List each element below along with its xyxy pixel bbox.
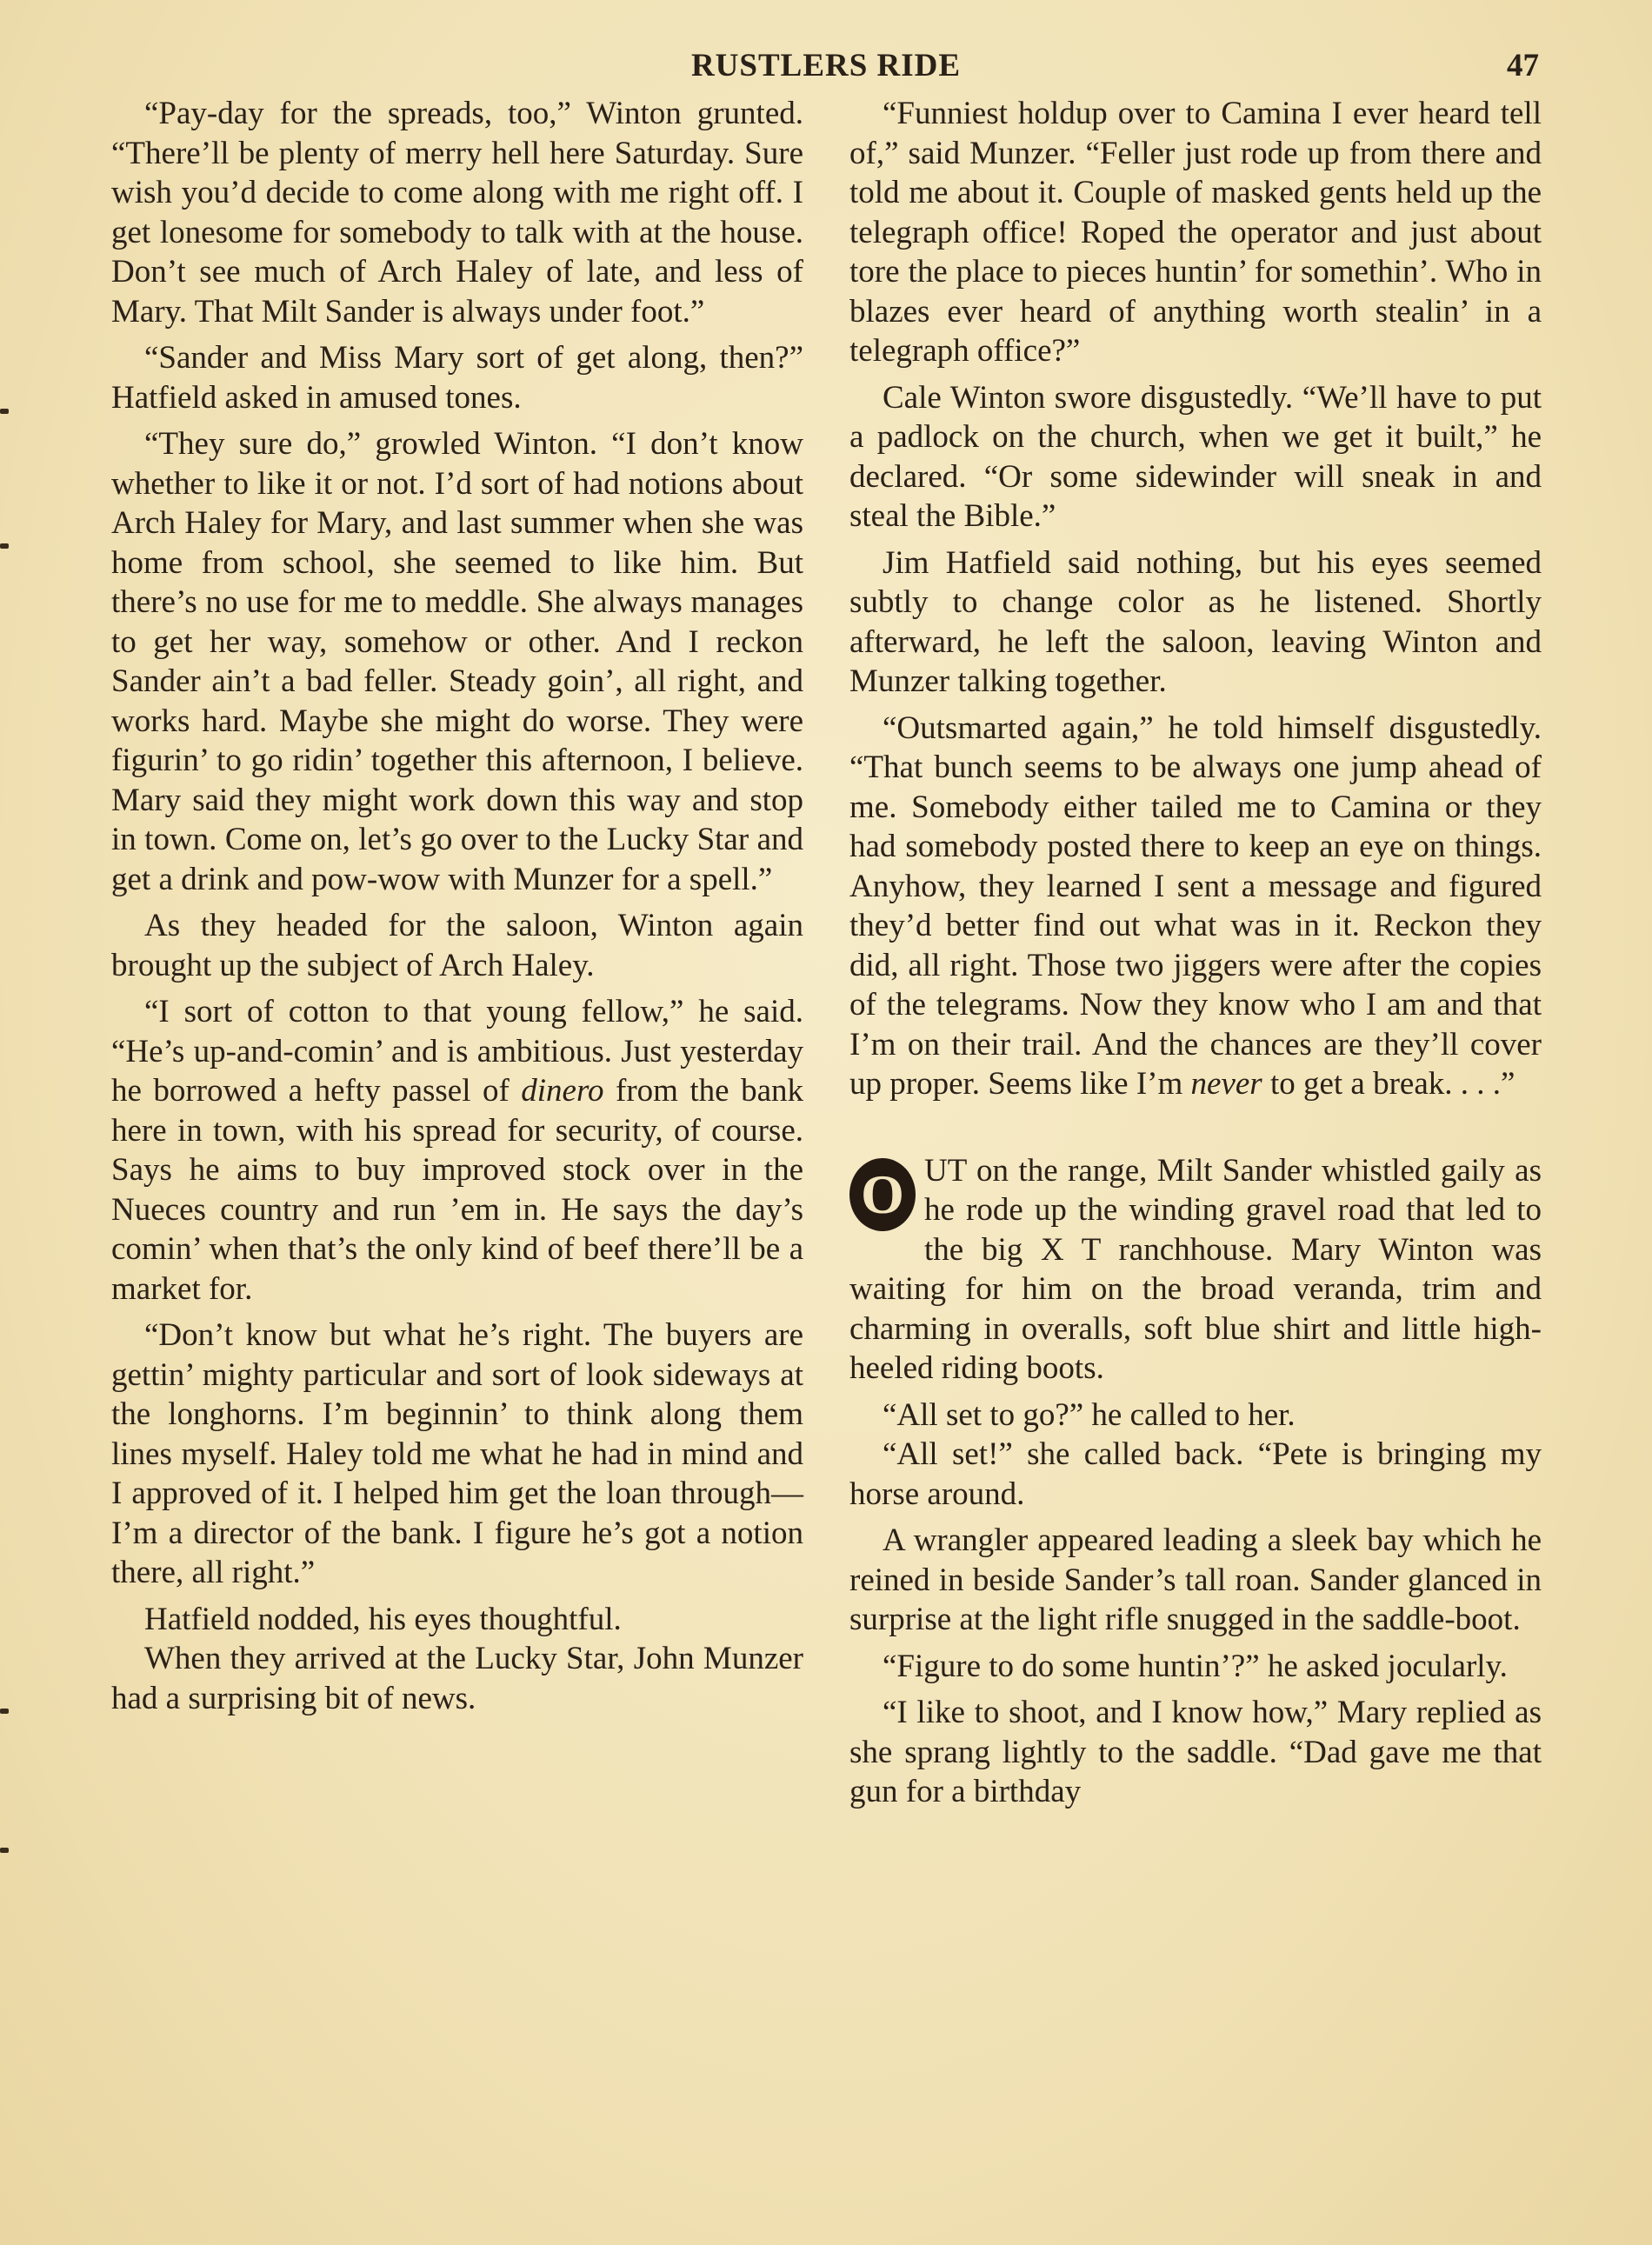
- binding-mark: [0, 543, 9, 549]
- page-number: 47: [1507, 48, 1539, 83]
- right-column: [849, 94, 1542, 1819]
- paragraph: “Sander and Miss Mary sort of get along, then?” Hatfield asked in amused tones.: [111, 340, 803, 416]
- paragraph: “Don’t know but what he’s right. The buyers are gettin’ mighty particular and sort of look sideways at the longhorns. I’m beginnin’ to think along them lines myself. Haley told me what he had in mind and I approved of it. I helped him get the loan through—I’m a director of the bank. I figure he’s got a notion there, all right.”: [111, 1317, 803, 1590]
- paragraph: Cale Winton swore disgustedly. “We’ll have to put a padlock on the church, when we get it built,” he declared. “Or some sidewinder will sneak in and steal the Bible.”: [849, 379, 1542, 534]
- text-run: “I sort of cotton to that young fellow,” he said. “He’s up-and-comin’ and is ambitious. Just yesterday he borrowed a hefty passel of: [111, 994, 803, 1109]
- text-run: to get a break. . . .”: [1262, 1066, 1515, 1102]
- paragraph: “All set to go?” he called to her.: [883, 1396, 1296, 1433]
- paragraph: “Pay-day for the spreads, too,” Winton grunted. “There’ll be plenty of merry hell here Saturday. Sure wish you’d decide to come along with me right off. I get lonesome for somebody to talk with at the house. Don’t see much of Arch Haley of late, and less of Mary. That Milt Sander is always under foot.”: [111, 96, 803, 330]
- text-run: UT on the range, Milt Sander whistled gaily as he rode up the winding gravel road that led to the big X T ranchhouse. Mary Winton was waiting for him on the broad veranda, trim and charming in overalls, soft blue shirt and little high-heeled riding boots.: [849, 1152, 1542, 1386]
- drop-cap: O: [849, 1158, 916, 1231]
- paragraph: [111, 992, 803, 1309]
- paragraph: A wrangler appeared leading a sleek bay which he reined in beside Sander’s tall roan. Sander glanced in surprise at the light rifle snugged in the saddle-boot.: [849, 1522, 1542, 1637]
- paragraph: When they arrived at the Lucky Star, John Munzer had a surprising bit of news.: [111, 1641, 803, 1716]
- paragraph: [849, 1151, 1542, 1389]
- paragraph: Hatfield nodded, his eyes thoughtful.: [144, 1601, 622, 1637]
- binding-mark: [0, 409, 9, 414]
- italic-word: never: [1190, 1066, 1262, 1102]
- paragraph: “Figure to do some huntin’?” he asked jocularly.: [883, 1648, 1508, 1684]
- paragraph: “All set!” she called back. “Pete is bringing my horse around.: [849, 1436, 1542, 1512]
- italic-word: dinero: [521, 1073, 604, 1109]
- left-column: [111, 94, 803, 1725]
- paragraph: “I like to shoot, and I know how,” Mary replied as she sprang lightly to the saddle. “Dad gave me that gun for a birthday: [849, 1695, 1542, 1809]
- text-run: “Outsmarted again,” he told himself disgustedly. “That bunch seems to be always one jump ahead of me. Somebody either tailed me to Camina or they had somebody posted there to keep an eye on things. Anyhow, they learned I sent a message and figured they’d better find out what was in it. Reckon they did, all right. Those two jiggers were after the copies of the telegrams. Now they know who I am and that I’m on their trail. And the chances are they’ll cover up proper. Seems like I’m: [849, 709, 1542, 1102]
- section-break: [849, 1111, 1542, 1151]
- paragraph: Jim Hatfield said nothing, but his eyes seemed subtly to change color as he listened. Shortly afterward, he left the saloon, leaving Winton and Munzer talking together.: [849, 544, 1542, 699]
- paragraph: “They sure do,” growled Winton. “I don’t know whether to like it or not. I’d sort of had notions about Arch Haley for Mary, and last summer when she was home from school, she seemed to like him. But there’s no use for me to meddle. She always manages to get her way, somehow or other. And I reckon Sander ain’t a bad feller. Steady goin’, all right, and works hard. Maybe she might do worse. They were figurin’ to go ridin’ together this afternoon, I believe. Mary said they might work down this way and stop in town. Come on, let’s go over to the Lucky Star and get a drink and pow-wow with Munzer for a spell.”: [111, 426, 803, 897]
- binding-mark: [0, 1848, 9, 1853]
- article-body: [111, 94, 1542, 2198]
- paragraph: “Funniest holdup over to Camina I ever heard tell of,” said Munzer. “Feller just rode up from there and told me about it. Couple of masked gents held up the telegraph office! Roped the operator and just about tore the place to pieces huntin’ for somethin’. Who in blazes ever heard of anything worth stealin’ in a telegraph office?”: [849, 96, 1542, 369]
- page-header: [113, 47, 1539, 90]
- binding-mark: [0, 1709, 9, 1714]
- paragraph: As they headed for the saloon, Winton again brought up the subject of Arch Haley.: [111, 908, 803, 983]
- text-run: from the bank here in town, with his spread for security, of course. Says he aims to buy improved stock over in the Nueces country and run ’em in. He says the day’s comin’ when that’s the only kind of beef there’ll be a market for.: [111, 1073, 804, 1307]
- running-title: RUSTLERS RIDE: [690, 48, 962, 83]
- paragraph: [849, 709, 1542, 1104]
